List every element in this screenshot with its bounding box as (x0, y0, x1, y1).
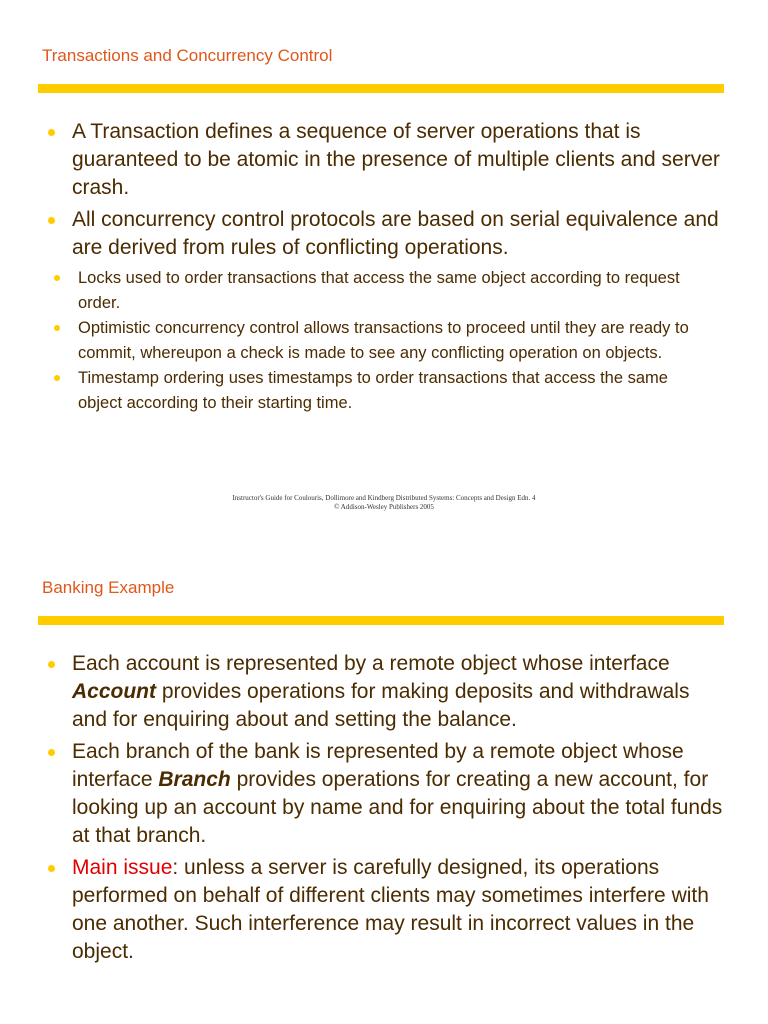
bullet-text-after: provides operations for creating a new account, for looking up an account by name and for enquiring about the total funds at that branch. (72, 768, 723, 847)
slide-title: Transactions and Concurrency Control (42, 46, 333, 65)
title-underline-bar (38, 616, 724, 625)
footer-citation: Instructor's Guide for Coulouris, Dollimore and Kindberg Distributed Systems: Concepts and Design Edn. 4 (232, 494, 536, 502)
slide-banking-example (0, 512, 768, 1024)
sub-bullet-item (53, 266, 701, 315)
sub-bullet-list (78, 266, 726, 415)
title-underline-bar (38, 84, 724, 93)
interface-name-account: Account (72, 680, 156, 703)
sub-bullet-text: Locks used to order transactions that access the same object according to request order. (78, 269, 680, 312)
bullet-text-after: : unless a server is carefully designed, its operations performed on behalf of different clients may sometimes interfere with one another. Such interference may result in incorrect values in the object. (72, 856, 709, 963)
bullet-dot-icon (48, 749, 55, 756)
slide-footer (0, 494, 768, 512)
bullet-dot-icon (48, 129, 55, 136)
bullet-text-after: provides operations for making deposits and withdrawals and for enquiring about and setting the balance. (72, 680, 690, 731)
bullet-text: A Transaction defines a sequence of server operations that is guaranteed to be atomic in the presence of multiple clients and server crash. (72, 120, 720, 199)
bullet-dot-icon (48, 865, 55, 872)
bullet-dot-icon (48, 661, 55, 668)
sub-bullet-dot-icon (54, 375, 60, 381)
bullet-text: All concurrency control protocols are based on serial equivalence and are derived from rules of conflicting operations. (72, 208, 719, 259)
bullet-text-before: Each branch of the bank is represented by a remote object whose interface (72, 740, 684, 791)
main-issue-label: Main issue (72, 856, 173, 879)
bullet-list (46, 650, 726, 970)
sub-bullet-text: Optimistic concurrency control allows transactions to proceed until they are ready to commit, whereupon a check is made to see any conflicting operation on objects. (78, 319, 689, 362)
bullet-dot-icon (48, 217, 55, 224)
slide-title: Banking Example (42, 578, 175, 597)
bullet-list (46, 118, 726, 419)
bullet-item (46, 206, 726, 415)
bullet-item (46, 650, 726, 734)
bullet-item (46, 854, 726, 966)
sub-bullet-dot-icon (54, 275, 60, 281)
bullet-item (46, 738, 726, 850)
sub-bullet-item (53, 366, 701, 415)
bullet-text-before: Each account is represented by a remote object whose interface (72, 652, 670, 675)
bullet-item (46, 118, 726, 202)
interface-name-branch: Branch (158, 768, 231, 791)
footer-copyright: © Addison-Wesley Publishers 2005 (334, 503, 434, 511)
sub-bullet-text: Timestamp ordering uses timestamps to order transactions that access the same object according to their starting time. (78, 369, 668, 412)
sub-bullet-dot-icon (54, 325, 60, 331)
sub-bullet-item (53, 316, 701, 365)
